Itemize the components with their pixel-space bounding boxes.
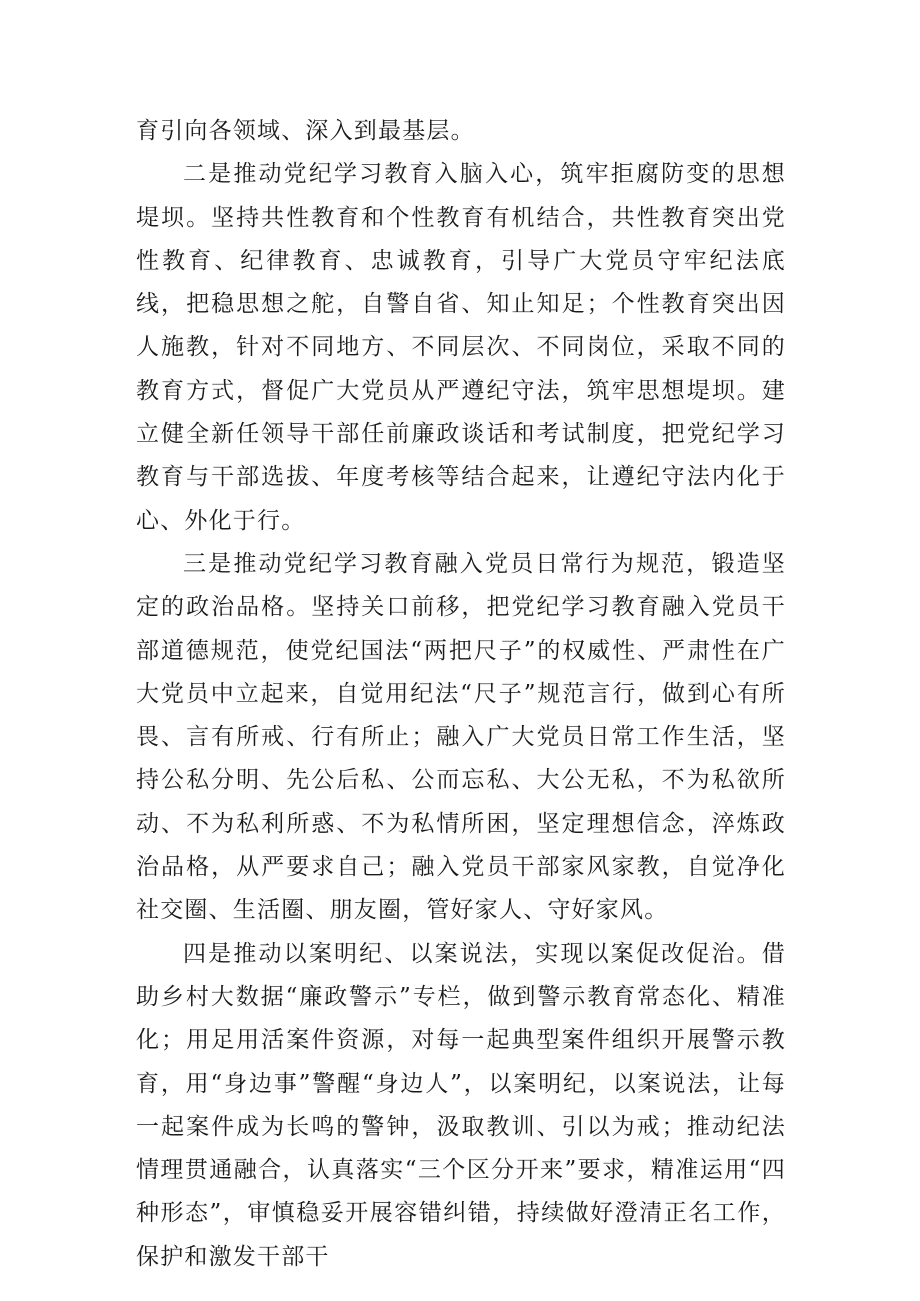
paragraph-fourth-point: 四是推动以案明纪、以案说法，实现以案促改促治。借助乡村大数据“廉政警示”专栏，做到警示教育常态化、精准化；用足用活案件资源，对每一起典型案件组织开展警示教育，用“身边事”警醒“身边人”，以案明纪，以案说法，让每一起案件成为长鸣的警钟，汲取教训、引以为戒；推动纪法情理贯通融合，认真落实“三个区分开来”要求，精准运用“四种形态”，审慎稳妥开展容错纠错，持续做好澄清正名工作，保护和激发干部干: [136, 940, 786, 1270]
paragraph-continuation: 育引向各领域、深入到最基层。: [136, 118, 475, 144]
document-body: [136, 110, 786, 1279]
paragraph-second-point: 二是推动党纪学习教育入脑入心，筑牢拒腐防变的思想堤坝。坚持共性教育和个性教育有机结合，共性教育突出党性教育、纪律教育、忠诚教育，引导广大党员守牢纪法底线，把稳思想之舵，自警自省、知止知足；个性教育突出因人施教，针对不同地方、不同层次、不同岗位，采取不同的教育方式，督促广大党员从严遵纪守法，筑牢思想堤坝。建立健全新任领导干部任前廉政谈话和考试制度，把党纪学习教育与干部选拔、年度考核等结合起来，让遵纪守法内化于心、外化于行。: [136, 161, 786, 534]
paragraph-third-point: 三是推动党纪学习教育融入党员日常行为规范，锻造坚定的政治品格。坚持关口前移，把党纪学习教育融入党员干部道德规范，使党纪国法“两把尺子”的权威性、严肃性在广大党员中立起来，自觉用纪法“尺子”规范言行，做到心有所畏、言有所戒、行有所止；融入广大党员日常工作生活，坚持公私分明、先公后私、公而忘私、大公无私，不为私欲所动、不为私利所惑、不为私情所困，坚定理想信念，淬炼政治品格，从严要求自己；融入党员干部家风家教，自觉净化社交圈、生活圈、朋友圈，管好家人、守好家风。: [136, 550, 786, 924]
